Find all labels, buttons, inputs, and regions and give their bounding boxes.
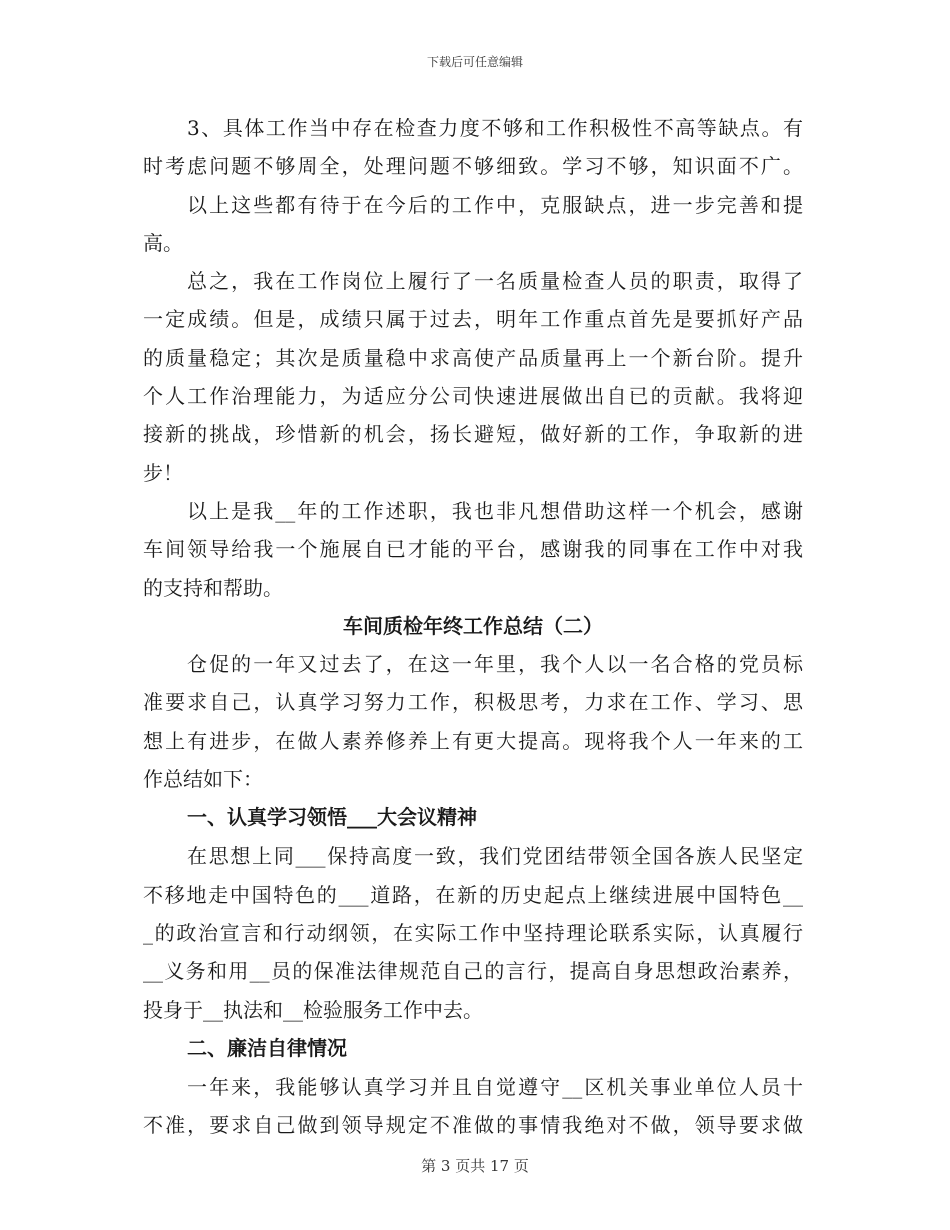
text-line: 作总结如下： [143, 767, 263, 792]
text-line: 想上有进步，在做人素养修养上有更大提高。现将我个人一年来的工 [143, 728, 803, 753]
text-line: 准要求自己，认真学习努力工作，积极思考，力求在工作、学习、思 [143, 690, 803, 715]
text-line: 以上是我__年的工作述职，我也非凡想借助这样一个机会，感谢 [187, 498, 803, 523]
text-line: 不准，要求自己做到领导规定不准做的事情我绝对不做，领导要求做 [143, 1113, 803, 1138]
text-line: 的质量稳定；其次是质量稳中求高使产品质量再上一个新台阶。提升 [143, 345, 803, 370]
document-body [143, 109, 803, 1144]
page-header: 下载后可任意编辑 [426, 55, 523, 69]
text-line: 一定成绩。但是，成绩只属于过去，明年工作重点首先是要抓好产品 [143, 307, 803, 332]
text-line: 在思想上同___保持高度一致，我们党团结带领全国各族人民坚定 [187, 844, 803, 869]
text-line: 总之，我在工作岗位上履行了一名质量检查人员的职责，取得了 [187, 269, 803, 294]
text-line: 车间领导给我一个施展自已才能的平台，感谢我的同事在工作中对我 [143, 537, 803, 562]
section-title: 车间质检年终工作总结（二） [343, 613, 603, 638]
text-line: 一年来，我能够认真学习并且自觉遵守__区机关事业单位人员十 [187, 1074, 803, 1099]
text-line: 的支持和帮助。 [143, 575, 283, 600]
text-line: 时考虑问题不够周全，处理问题不够细致。学习不够，知识面不广。 [143, 154, 803, 179]
section-heading: 二、廉洁自律情况 [187, 1035, 347, 1060]
text-line: 接新的挑战，珍惜新的机会，扬长避短，做好新的工作，争取新的进 [143, 422, 803, 447]
text-line: 3、具体工作当中存在检查力度不够和工作积极性不高等缺点。有 [187, 116, 803, 140]
section-heading: 一、认真学习领悟___大会议精神 [187, 805, 477, 830]
text-line: 高。 [143, 230, 183, 255]
text-line: __义务和用__员的保准法律规范自己的言行，提高自身思想政治素养， [143, 959, 803, 984]
text-line: 仓促的一年又过去了，在这一年里，我个人以一名合格的党员标 [187, 652, 803, 677]
text-line: 步！ [143, 460, 183, 485]
text-line: 投身于__执法和__检验服务工作中去。 [143, 997, 483, 1022]
text-line: 个人工作治理能力，为适应分公司快速进展做出自已的贡献。我将迎 [143, 384, 803, 409]
text-line: 以上这些都有待于在今后的工作中，克服缺点，进一步完善和提 [187, 192, 803, 217]
text-line: 不移地走中国特色的___道路，在新的历史起点上继续进展中国特色__ [143, 882, 803, 907]
page-footer: 第 3 页共 17 页 [421, 1157, 529, 1175]
text-line: _的政治宣言和行动纲领，在实际工作中坚持理论联系实际，认真履行 [143, 920, 803, 945]
